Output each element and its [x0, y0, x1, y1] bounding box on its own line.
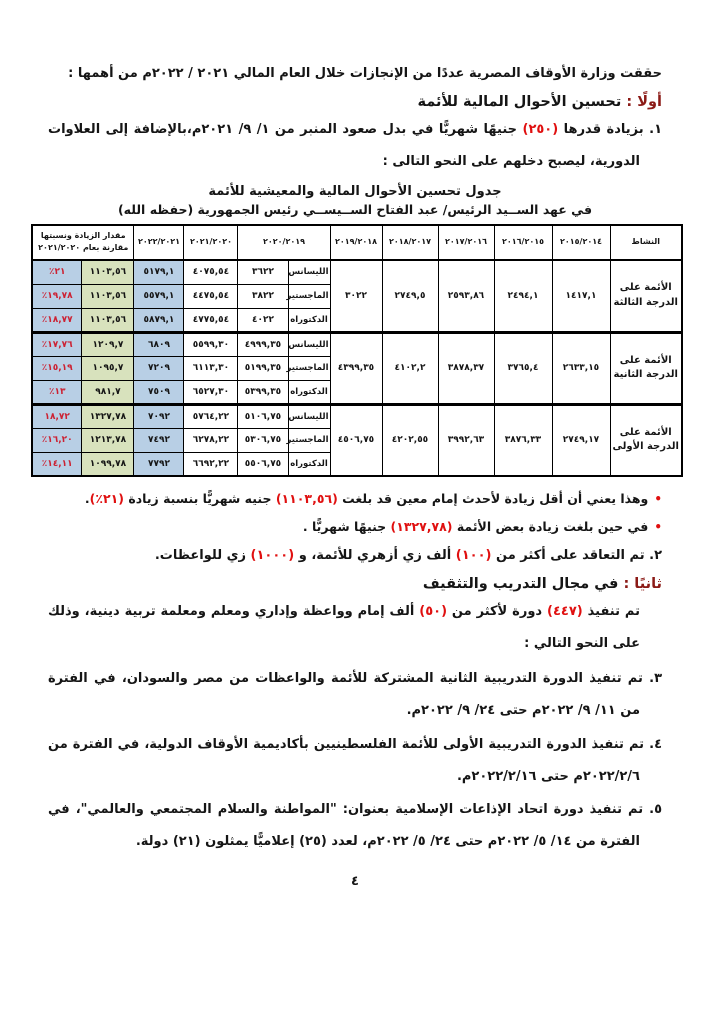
increase-amount-cell: ١١٠٣,٥٦: [82, 260, 134, 284]
highlight-number: (٤٤٧): [547, 603, 583, 619]
highlight-number: (٥٠): [419, 603, 448, 619]
text-segment: جنيهًا شهريًّا .: [302, 518, 391, 534]
value-2021-2022-cell: ٧٥٠٩: [134, 380, 184, 404]
value-2020-2021-cell: ٦٥٢٧,٣٠: [184, 380, 238, 404]
finance-table-row: [32, 260, 682, 284]
header-activity: النشاط: [610, 225, 682, 261]
section-one-title: تحسين الأحوال المالية للأئمة: [417, 93, 627, 110]
bullet-icon: •: [654, 519, 662, 534]
increase-percent-cell: ١٥,١٩٪: [32, 356, 82, 380]
item-5: ٥. تم تنفيذ دورة اتحاد الإذاعات الإسلامية بعنوان: "المواطنة والسلام المجتمعي والعالمي"، في الفترة من ١٤/ ٥/ ٢٠٢٢م حتى ٢٤/ ٥/ ٢٠٢٢م، لعدد (٢٥) إعلاميًّا يمثلون (٢١) دولة.: [48, 802, 662, 850]
table-title: جدول تحسين الأحوال المالية والمعيشية للأئمة: [208, 183, 502, 199]
text-segment: زي للواعظات.: [154, 548, 251, 564]
increase-percent-cell: ١٨,٧٧٪: [32, 308, 82, 332]
finance-table-row: [32, 404, 682, 428]
year-value-cell: ٣٨٧٦,٣٣: [494, 404, 552, 476]
highlight-number: (٢٥٠): [522, 121, 559, 137]
header-year-2016-2017: ٢٠١٧/٢٠١٦: [438, 225, 494, 261]
degree-label-cell: الماجستير: [288, 428, 330, 452]
degree-label-cell: الليسانس: [288, 404, 330, 428]
bullet-icon: •: [654, 492, 662, 507]
finance-table: [31, 224, 683, 478]
year-value-cell: ٢٧٤٩,١٧: [552, 404, 610, 476]
increase-amount-cell: ١١٠٣,٥٦: [82, 308, 134, 332]
activity-cell: الأئمة على الدرجة الأولى: [610, 404, 682, 476]
value-2021-2022-cell: ٥٨٧٩,١: [134, 308, 184, 332]
value-2021-2022-cell: ٥٥٧٩,١: [134, 284, 184, 308]
training-summary: [48, 596, 640, 661]
header-row: [32, 225, 682, 261]
year-value-cell: ٣٧٦٥,٤: [494, 332, 552, 404]
item-4: ٤. تم تنفيذ الدورة التدريبية الأولى للأئمة الفلسطينيين بأكاديمية الأوقاف الدولية، في الفترة من ٢٠٢٢/٢/٦م حتى ٢٠٢٢/٢/١٦م.: [48, 736, 662, 784]
increase-percent-cell: ١٩,٧٨٪: [32, 284, 82, 308]
text-segment: ألف إمام وواعظة وإداري ومعلم ومعلمة تربية دينية، وذلك على النحو التالي :: [48, 603, 640, 652]
value-2019-2020-cell: ٤٠٢٢: [238, 308, 288, 332]
increase-percent-cell: ١٨,٧٢: [32, 404, 82, 428]
value-2021-2022-cell: ٥١٧٩,١: [134, 260, 184, 284]
section-one-label: أولًا :: [626, 93, 662, 110]
year-value-cell: ٤١٠٢,٢: [382, 332, 438, 404]
highlight-number: (١١٠٣,٥٦): [275, 491, 338, 507]
highlight-number: (١٣٢٧,٧٨): [390, 518, 453, 534]
section-two-title: في مجال التدريب والتثقيف: [422, 575, 624, 592]
increase-percent-cell: ١٣٪: [32, 380, 82, 404]
highlight-number: (١٠٠٠): [250, 548, 295, 564]
note-bullet-1: [48, 485, 662, 513]
note-2-text: [303, 519, 648, 534]
item-2: [48, 540, 662, 572]
increase-amount-cell: ١٣٢٧,٧٨: [82, 404, 134, 428]
note-bullet-2: [48, 513, 662, 541]
increase-percent-cell: ٢١٪: [32, 260, 82, 284]
intro-paragraph: حققت وزارة الأوقاف المصرية عددًا من الإنجازات خلال العام المالي ٢٠٢١ / ٢٠٢٢م من أهمها :: [68, 66, 662, 81]
value-2020-2021-cell: ٦٢٧٨,٢٢: [184, 428, 238, 452]
section-one-heading: [48, 94, 662, 110]
year-value-cell: ٣٠٢٢: [330, 260, 382, 332]
text-segment: جنيهًا شهريًّا في بدل صعود المنبر من ١/ ٩/ ٢٠٢١م،بالإضافة إلى العلاوات الدورية، ليصبح دخلهم على النحو التالى :: [48, 121, 640, 169]
degree-label-cell: الماجستير: [288, 356, 330, 380]
finance-table-header: [32, 225, 682, 261]
text-segment: ألف زي أزهري للأئمة، و: [294, 548, 456, 564]
note-1-text: [85, 491, 648, 506]
value-2021-2022-cell: ٧٤٩٢: [134, 428, 184, 452]
page-number: ٤: [351, 874, 359, 890]
header-year-2017-2018: ٢٠١٨/٢٠١٧: [382, 225, 438, 261]
increase-amount-cell: ١١٠٣,٥٦: [82, 284, 134, 308]
value-2019-2020-cell: ٥١٩٩,٣٥: [238, 356, 288, 380]
year-value-cell: ٤٥٠٦,٧٥: [330, 404, 382, 476]
value-2020-2021-cell: ٤٤٧٥,٥٤: [184, 284, 238, 308]
value-2019-2020-cell: ٣٦٢٢: [238, 260, 288, 284]
increase-amount-cell: ١٢٠٩,٧: [82, 332, 134, 356]
text-segment: دورة لأكثر من: [447, 603, 547, 619]
value-2019-2020-cell: ٣٨٢٢: [238, 284, 288, 308]
year-value-cell: ٤٢٠٢,٥٥: [382, 404, 438, 476]
section-two-heading: [48, 576, 662, 592]
header-year-2015-2016: ٢٠١٦/٢٠١٥: [494, 225, 552, 261]
year-value-cell: ٢٧٤٩,٥: [382, 260, 438, 332]
highlight-number: (٢١٪): [89, 491, 124, 507]
value-2020-2021-cell: ٥٧٦٤,٢٢: [184, 404, 238, 428]
value-2019-2020-cell: ٥٣٠٦,٧٥: [238, 428, 288, 452]
degree-label-cell: الدكتوراه: [288, 380, 330, 404]
text-segment: جنيه شهريًّا بنسبة زيادة: [123, 491, 276, 507]
degree-label-cell: الماجستير: [288, 284, 330, 308]
year-value-cell: ٢٥٩٣,٨٦: [438, 260, 494, 332]
increase-percent-cell: ١٤,١١٪: [32, 452, 82, 476]
year-value-cell: ٣٨٧٨,٣٧: [438, 332, 494, 404]
section-two-label: ثانيًا :: [623, 575, 662, 592]
year-value-cell: ٢٦٣٣,١٥: [552, 332, 610, 404]
increase-percent-cell: ١٦,٢٠٪: [32, 428, 82, 452]
item-1: [48, 114, 662, 178]
header-year-2018-2019: ٢٠١٩/٢٠١٨: [330, 225, 382, 261]
value-2021-2022-cell: ٧٧٩٢: [134, 452, 184, 476]
year-value-cell: ٢٤٩٤,١: [494, 260, 552, 332]
value-2021-2022-cell: ٧٠٩٢: [134, 404, 184, 428]
increase-amount-cell: ١٠٩٩,٧٨: [82, 452, 134, 476]
text-segment: ١. بزيادة قدرها: [558, 121, 662, 137]
value-2020-2021-cell: ٤٠٧٥,٥٤: [184, 260, 238, 284]
item-3: ٣. تم تنفيذ الدورة التدريبية الثانية المشتركة للأئمة والواعظات من مصر والسودان، في الفترة من ١١/ ٩/ ٢٠٢٢م حتى ٢٤/ ٩/ ٢٠٢٢م.: [48, 670, 662, 718]
text-segment: في حين بلغت زيادة بعض الأئمة: [452, 518, 649, 534]
value-2019-2020-cell: ٥٣٩٩,٣٥: [238, 380, 288, 404]
finance-table-body: [32, 260, 682, 476]
activity-cell: الأئمة على الدرجة الثانية: [610, 332, 682, 404]
value-2020-2021-cell: ٥٥٩٩,٣٠: [184, 332, 238, 356]
increase-amount-cell: ٩٨١,٧: [82, 380, 134, 404]
text-segment: .: [84, 491, 90, 507]
finance-table-row: [32, 332, 682, 356]
increase-amount-cell: ١٢١٣,٧٨: [82, 428, 134, 452]
activity-cell: الأئمة على الدرجة الثالثة: [610, 260, 682, 332]
header-increase: مقدار الزيادة ونسبتها مقارنة بعام ٢٠٢١/٢٠٢٠: [32, 225, 134, 261]
value-2021-2022-cell: ٦٨٠٩: [134, 332, 184, 356]
header-year-2020-2021: ٢٠٢١/٢٠٢٠: [184, 225, 238, 261]
year-value-cell: ١٤١٧,١: [552, 260, 610, 332]
year-value-cell: ٣٩٩٢,٦٣: [438, 404, 494, 476]
degree-label-cell: الدكتوراه: [288, 308, 330, 332]
value-2019-2020-cell: ٥٥٠٦,٧٥: [238, 452, 288, 476]
header-year-2014-2015: ٢٠١٥/٢٠١٤: [552, 225, 610, 261]
degree-label-cell: الدكتوراه: [288, 452, 330, 476]
degree-label-cell: الليسانس: [288, 332, 330, 356]
header-year-2019-2020: ٢٠٢٠/٢٠١٩: [238, 225, 330, 261]
value-2019-2020-cell: ٤٩٩٩,٣٥: [238, 332, 288, 356]
value-2020-2021-cell: ٦٦٩٢,٢٢: [184, 452, 238, 476]
text-segment: تم تنفيذ: [582, 603, 640, 619]
text-segment: ٢. تم التعاقد على أكثر من: [491, 548, 662, 564]
increase-amount-cell: ١٠٩٥,٧: [82, 356, 134, 380]
value-2020-2021-cell: ٤٧٧٥,٥٤: [184, 308, 238, 332]
highlight-number: (١٠٠): [455, 548, 492, 564]
year-value-cell: ٤٣٩٩,٣٥: [330, 332, 382, 404]
increase-percent-cell: ١٧,٧٦٪: [32, 332, 82, 356]
value-2020-2021-cell: ٦١١٣,٣٠: [184, 356, 238, 380]
value-2019-2020-cell: ٥١٠٦,٧٥: [238, 404, 288, 428]
text-segment: وهذا يعني أن أقل زيادة لأحدث إمام معين قد بلغت: [337, 491, 649, 507]
value-2021-2022-cell: ٧٢٠٩: [134, 356, 184, 380]
table-subtitle: في عهد الســيد الرئيس/ عبد الفتاح الســيســي رئيس الجمهورية (حفظه الله): [117, 201, 593, 217]
header-year-2021-2022: ٢٠٢٢/٢٠٢١: [134, 225, 184, 261]
degree-label-cell: الليسانس: [288, 260, 330, 284]
